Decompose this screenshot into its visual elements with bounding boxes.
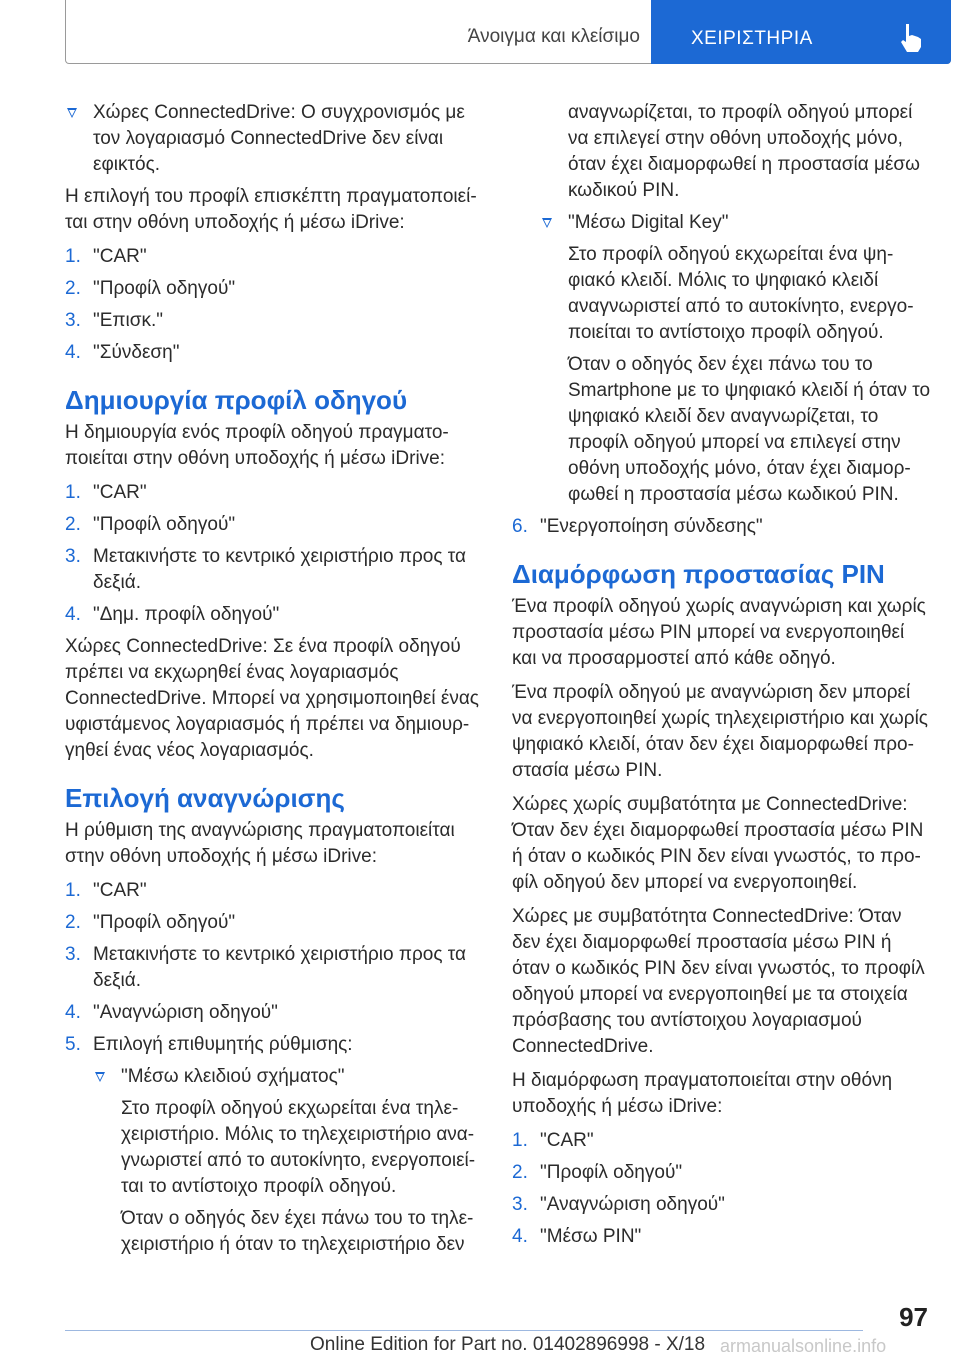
paragraph: Χώρες με συμβατότητα ConnectedDrive: Όταν δεν έχει διαμορφωθεί προστασία μέσω PIN ή όταν ο κωδικός PIN δεν είναι γνωστός, το προφίλ οδηγού μπορεί να ενεργοποιηθεί με τα στοιχεία πρόσβασης του αντίστοιχου λογαριασμού ConnectedDrive.	[512, 906, 925, 1057]
list-item: 2. "Προφίλ οδηγού"	[65, 278, 236, 299]
numbered-list	[512, 1128, 932, 1250]
sub-paragraph: Στο προφίλ οδηγού εκχωρείται ένα ψηφιακό κλειδί. Μόλις το ψηφιακό κλειδί αναγνωριστεί από το αυτοκίνητο, ενεργοποιείται το αντίστοιχο προφίλ οδηγού.	[568, 244, 914, 343]
bullet-item: Χώρες ConnectedDrive: Ο συγχρονισμός με τον λογαριασμό ConnectedDrive δεν είναι εφικτός.	[65, 100, 480, 178]
list-item: 2. "Προφίλ οδηγού"	[65, 514, 236, 535]
paragraph: Χώρες ConnectedDrive: Σε ένα προφίλ οδηγού πρέπει να εκχωρηθεί ένας λογαριασμός ConnectedDrive. Μπορεί να χρησιμοποιηθεί ένας υφιστάμενος λογαριασμός ή πρέπει να δημιουργηθεί ένας νέος λογαριασμός.	[65, 636, 479, 761]
list-item: 3. Μετακινήστε το κεντρικό χειριστήριο προς τα δεξιά.	[65, 944, 466, 991]
list-item: 3. Μετακινήστε το κεντρικό χειριστήριο προς τα δεξιά.	[65, 546, 466, 593]
edition-text: Online Edition for Part no. 01402896998 - X/18	[310, 1334, 706, 1355]
list-item: 5. Επιλογή επιθυμητής ρύθμισης:	[65, 1034, 353, 1055]
section-heading: Επιλογή αναγνώρισης	[65, 783, 345, 813]
page-number: 97	[899, 1302, 928, 1332]
sub-paragraph: αναγνωρίζεται, το προφίλ οδηγού μπορεί να επιλεγεί στην οθόνη υποδοχής μόνο, όταν έχει διαμορφωθεί η προστασία μέσω κωδικού PIN.	[568, 102, 920, 201]
watermark: armanualsonline.info	[720, 1336, 887, 1356]
numbered-list	[65, 480, 480, 628]
right-column	[512, 100, 932, 1256]
sub-bullet-item: "Μέσω κλειδιού σχήματος"	[93, 1064, 480, 1090]
paragraph: Ένα προφίλ οδηγού χωρίς αναγνώριση και χωρίς προστασία μέσω PIN μπορεί να ενεργοποιηθεί και να προσαρμοστεί από κάθε οδηγό.	[512, 596, 926, 669]
list-item: 4. "Αναγνώριση οδηγού"	[65, 1002, 278, 1023]
paragraph: Χώρες χωρίς συμβατότητα με ConnectedDrive: Όταν δεν έχει διαμορφωθεί προστασία μέσω PIN ή όταν ο κωδικός PIN δεν είναι γνωστός, το προφίλ οδηγού δεν μπορεί να ενεργοποιηθεί.	[512, 794, 924, 893]
sub-paragraph: Στο προφίλ οδηγού εκχωρείται ένα τηλεχειριστήριο. Μόλις το τηλεχειριστήριο αναγνωριστεί από το αυτοκίνητο, ενεργοποιείται το αντίστοιχο προφίλ οδηγού.	[121, 1098, 476, 1197]
list-item: 1. "CAR"	[65, 880, 147, 901]
chapter-tab	[651, 0, 951, 64]
paragraph: Η επιλογή του προφίλ επισκέπτη πραγματοποιείται στην οθόνη υποδοχής ή μέσω iDrive:	[65, 186, 477, 233]
pointing-hand-icon	[897, 22, 925, 52]
paragraph: Ένα προφίλ οδηγού με αναγνώριση δεν μπορεί να ενεργοποιηθεί χωρίς τηλεχειριστήριο και χωρίς ψηφιακό κλειδί, όταν δεν έχει διαμορφωθεί προστασία μέσω PIN.	[512, 682, 928, 781]
paragraph: Η δημιουργία ενός προφίλ οδηγού πραγματοποιείται στην οθόνη υποδοχής ή μέσω iDrive:	[65, 422, 449, 469]
list-item: 1. "CAR"	[65, 246, 147, 267]
left-column	[65, 100, 480, 1264]
list-item: 1. "CAR"	[512, 1130, 594, 1151]
list-item: 4. "Δημ. προφίλ οδηγού"	[65, 604, 280, 625]
sub-bullet-item: "Μέσω Digital Key"	[540, 210, 932, 236]
section-title: Άνοιγμα και κλείσιμο	[467, 26, 640, 47]
section-heading: Δημιουργία προφίλ οδηγού	[65, 385, 408, 415]
list-item: 1. "CAR"	[65, 482, 147, 503]
paragraph: Η ρύθμιση της αναγνώρισης πραγματοποιείται στην οθόνη υποδοχής ή μέσω iDrive:	[65, 820, 455, 867]
sub-paragraph: Όταν ο οδηγός δεν έχει πάνω του το τηλεχειριστήριο ή όταν το τηλεχειριστήριο δεν	[121, 1208, 474, 1255]
chapter-tab-label: ΧΕΙΡΙΣΤΗΡΙΑ	[691, 28, 813, 49]
numbered-list	[65, 244, 480, 366]
sub-paragraph: Όταν ο οδηγός δεν έχει πάνω του το Smartphone με το ψηφιακό κλειδί ή όταν το ψηφιακό κλειδί δεν αναγνωρίζεται, το προφίλ οδηγού μπορεί να επιλεγεί στην οθόνη υποδοχής μόνο, όταν έχει διαμορφωθεί η προστασία μέσω κωδικού PIN.	[568, 354, 931, 505]
list-item: 6. "Ενεργοποίηση σύνδεσης"	[512, 516, 763, 537]
list-item: 3. "Αναγνώριση οδηγού"	[512, 1194, 725, 1215]
list-item: 4. "Σύνδεση"	[65, 342, 180, 363]
list-item: 2. "Προφίλ οδηγού"	[65, 912, 236, 933]
section-heading: Διαμόρφωση προστασίας PIN	[512, 559, 885, 589]
paragraph: Η διαμόρφωση πραγματοποιείται στην οθόνη υποδοχής ή μέσω iDrive:	[512, 1070, 893, 1117]
list-item: 3. "Επισκ."	[65, 310, 163, 331]
list-item: 4. "Μέσω PIN"	[512, 1226, 642, 1247]
page-header	[65, 0, 951, 64]
numbered-list	[65, 878, 480, 1058]
footer-divider	[65, 1330, 863, 1331]
list-item: 2. "Προφίλ οδηγού"	[512, 1162, 683, 1183]
